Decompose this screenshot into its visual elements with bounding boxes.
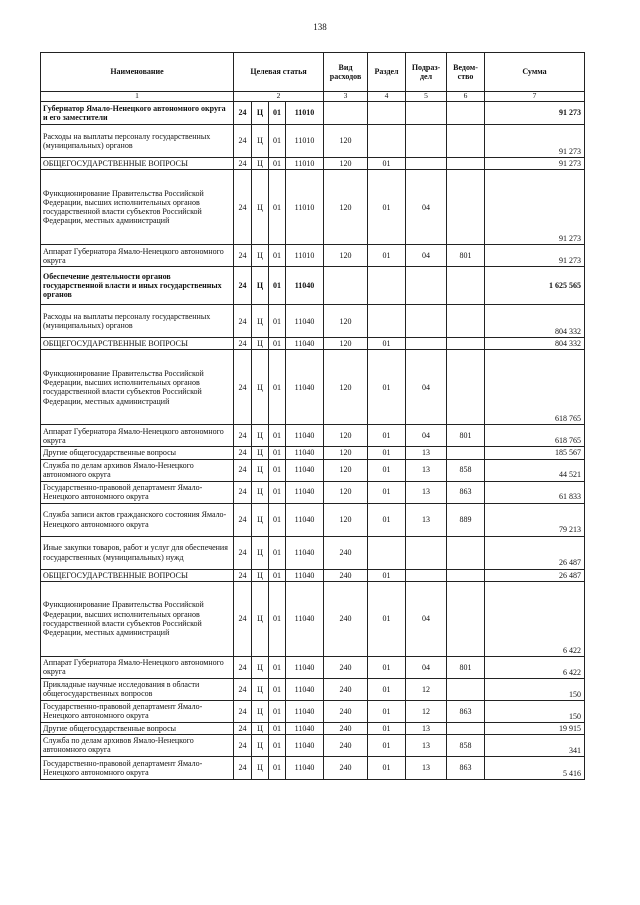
section-cell: 01 <box>368 170 406 245</box>
target-part-3: 01 <box>269 678 286 700</box>
section-cell <box>368 102 406 125</box>
target-part-2: Ц <box>252 481 269 503</box>
column-number: 3 <box>324 92 368 102</box>
target-part-1: 24 <box>234 447 252 459</box>
target-code: 11040 <box>286 305 324 338</box>
table-row <box>41 158 585 170</box>
section-cell <box>368 305 406 338</box>
row-name: Аппарат Губернатора Ямало-Ненецкого автономного округа <box>41 656 234 678</box>
table-row <box>41 536 585 569</box>
target-part-1: 24 <box>234 245 252 267</box>
target-part-1: 24 <box>234 305 252 338</box>
target-part-2: Ц <box>252 102 269 125</box>
target-part-1: 24 <box>234 125 252 158</box>
target-part-3: 01 <box>269 447 286 459</box>
row-name: Служба по делам архивов Ямало-Ненецкого автономного округа <box>41 459 234 481</box>
amount-cell: 804 332 <box>485 305 585 338</box>
table-row <box>41 447 585 459</box>
row-name: Иные закупки товаров, работ и услуг для обеспечения государственных (муниципальных) нужд <box>41 536 234 569</box>
department-cell: 889 <box>447 503 485 536</box>
table-row <box>41 656 585 678</box>
amount-cell: 1 625 565 <box>485 267 585 305</box>
expense-type-cell: 240 <box>324 734 368 756</box>
header-subsection: Подраз-дел <box>406 53 447 92</box>
subsection-cell <box>406 158 447 170</box>
table-row <box>41 503 585 536</box>
target-part-2: Ц <box>252 756 269 779</box>
department-cell: 801 <box>447 656 485 678</box>
department-cell <box>447 722 485 734</box>
row-name: Функционирование Правительства Российской Федерации, высших исполнительных органов государственной власти субъектов Российской Федерации, местных администраций <box>41 581 234 656</box>
amount-cell: 150 <box>485 700 585 722</box>
table-row <box>41 170 585 245</box>
section-cell: 01 <box>368 581 406 656</box>
target-part-3: 01 <box>269 125 286 158</box>
amount-cell: 5 416 <box>485 756 585 779</box>
target-part-3: 01 <box>269 338 286 350</box>
target-part-1: 24 <box>234 338 252 350</box>
target-part-1: 24 <box>234 425 252 447</box>
table-row <box>41 102 585 125</box>
amount-cell: 618 765 <box>485 425 585 447</box>
department-cell <box>447 581 485 656</box>
target-code: 11040 <box>286 722 324 734</box>
subsection-cell: 04 <box>406 245 447 267</box>
target-code: 11010 <box>286 158 324 170</box>
target-part-2: Ц <box>252 350 269 425</box>
subsection-cell <box>406 305 447 338</box>
target-code: 11040 <box>286 656 324 678</box>
header-target: Целевая статья <box>234 53 324 92</box>
amount-cell: 804 332 <box>485 338 585 350</box>
target-part-1: 24 <box>234 158 252 170</box>
section-cell: 01 <box>368 700 406 722</box>
target-part-1: 24 <box>234 569 252 581</box>
department-cell: 801 <box>447 425 485 447</box>
department-cell <box>447 536 485 569</box>
target-code: 11010 <box>286 102 324 125</box>
table-row <box>41 125 585 158</box>
expense-type-cell: 240 <box>324 722 368 734</box>
table-row <box>41 756 585 779</box>
target-part-3: 01 <box>269 569 286 581</box>
expense-type-cell <box>324 102 368 125</box>
target-part-2: Ц <box>252 734 269 756</box>
table-row <box>41 581 585 656</box>
row-name: Служба по делам архивов Ямало-Ненецкого автономного округа <box>41 734 234 756</box>
amount-cell: 19 915 <box>485 722 585 734</box>
expense-type-cell: 120 <box>324 338 368 350</box>
department-cell <box>447 267 485 305</box>
target-part-1: 24 <box>234 722 252 734</box>
target-part-1: 24 <box>234 700 252 722</box>
table-row <box>41 350 585 425</box>
department-cell <box>447 447 485 459</box>
row-name: Аппарат Губернатора Ямало-Ненецкого автономного округа <box>41 425 234 447</box>
target-part-3: 01 <box>269 459 286 481</box>
column-number: 7 <box>485 92 585 102</box>
section-cell: 01 <box>368 481 406 503</box>
department-cell: 801 <box>447 245 485 267</box>
amount-cell: 91 273 <box>485 245 585 267</box>
section-cell: 01 <box>368 245 406 267</box>
row-name: Служба записи актов гражданского состояния Ямало-Ненецкого автономного округа <box>41 503 234 536</box>
target-code: 11040 <box>286 569 324 581</box>
header-name: Наименование <box>41 53 234 92</box>
target-code: 11040 <box>286 734 324 756</box>
target-code: 11010 <box>286 245 324 267</box>
subsection-cell: 13 <box>406 722 447 734</box>
target-part-3: 01 <box>269 581 286 656</box>
section-cell <box>368 267 406 305</box>
subsection-cell: 04 <box>406 581 447 656</box>
section-cell: 01 <box>368 569 406 581</box>
subsection-cell: 04 <box>406 656 447 678</box>
page-number: 138 <box>313 22 327 32</box>
column-number: 2 <box>234 92 324 102</box>
expense-type-cell: 240 <box>324 678 368 700</box>
subsection-cell: 13 <box>406 481 447 503</box>
amount-cell: 6 422 <box>485 656 585 678</box>
row-name: ОБЩЕГОСУДАРСТВЕННЫЕ ВОПРОСЫ <box>41 158 234 170</box>
table-row <box>41 245 585 267</box>
target-code: 11010 <box>286 170 324 245</box>
subsection-cell: 04 <box>406 425 447 447</box>
department-cell: 858 <box>447 734 485 756</box>
expense-type-cell: 120 <box>324 305 368 338</box>
target-code: 11040 <box>286 678 324 700</box>
expense-type-cell <box>324 267 368 305</box>
section-cell: 01 <box>368 756 406 779</box>
target-part-2: Ц <box>252 536 269 569</box>
amount-cell: 79 213 <box>485 503 585 536</box>
row-name: Другие общегосударственные вопросы <box>41 447 234 459</box>
target-part-2: Ц <box>252 700 269 722</box>
department-cell <box>447 678 485 700</box>
section-cell <box>368 125 406 158</box>
target-part-3: 01 <box>269 734 286 756</box>
expense-type-cell: 240 <box>324 700 368 722</box>
subsection-cell: 13 <box>406 447 447 459</box>
expense-type-cell: 120 <box>324 245 368 267</box>
row-name: Государственно-правовой департамент Ямало-Ненецкого автономного округа <box>41 700 234 722</box>
column-number: 5 <box>406 92 447 102</box>
subsection-cell: 12 <box>406 700 447 722</box>
department-cell: 858 <box>447 459 485 481</box>
subsection-cell <box>406 338 447 350</box>
expense-type-cell: 240 <box>324 536 368 569</box>
amount-cell: 341 <box>485 734 585 756</box>
row-name: Другие общегосударственные вопросы <box>41 722 234 734</box>
header-amount: Сумма <box>485 53 585 92</box>
amount-cell: 91 273 <box>485 125 585 158</box>
table-row <box>41 305 585 338</box>
amount-cell: 91 273 <box>485 102 585 125</box>
amount-cell: 91 273 <box>485 158 585 170</box>
section-cell: 01 <box>368 447 406 459</box>
section-cell: 01 <box>368 722 406 734</box>
section-cell: 01 <box>368 734 406 756</box>
target-code: 11040 <box>286 425 324 447</box>
section-cell: 01 <box>368 350 406 425</box>
target-part-3: 01 <box>269 656 286 678</box>
section-cell: 01 <box>368 656 406 678</box>
department-cell <box>447 338 485 350</box>
subsection-cell: 12 <box>406 678 447 700</box>
table-row <box>41 569 585 581</box>
subsection-cell <box>406 125 447 158</box>
section-cell <box>368 536 406 569</box>
target-part-2: Ц <box>252 158 269 170</box>
target-part-3: 01 <box>269 305 286 338</box>
target-part-3: 01 <box>269 170 286 245</box>
target-part-2: Ц <box>252 569 269 581</box>
amount-cell: 6 422 <box>485 581 585 656</box>
row-name: Аппарат Губернатора Ямало-Ненецкого автономного округа <box>41 245 234 267</box>
subsection-cell <box>406 267 447 305</box>
target-part-1: 24 <box>234 102 252 125</box>
target-code: 11040 <box>286 536 324 569</box>
table-body <box>41 102 585 780</box>
expense-type-cell: 240 <box>324 656 368 678</box>
amount-cell: 26 487 <box>485 569 585 581</box>
amount-cell: 61 833 <box>485 481 585 503</box>
row-name: Обеспечение деятельности органов государственной власти и иных государственных органов <box>41 267 234 305</box>
header-row <box>41 53 585 92</box>
row-name: Расходы на выплаты персоналу государственных (муниципальных) органов <box>41 125 234 158</box>
target-code: 11040 <box>286 338 324 350</box>
target-part-1: 24 <box>234 678 252 700</box>
department-cell <box>447 350 485 425</box>
expense-type-cell: 240 <box>324 581 368 656</box>
target-part-3: 01 <box>269 245 286 267</box>
section-cell: 01 <box>368 678 406 700</box>
section-cell: 01 <box>368 459 406 481</box>
target-part-3: 01 <box>269 756 286 779</box>
expense-type-cell: 120 <box>324 447 368 459</box>
expense-type-cell: 120 <box>324 125 368 158</box>
department-cell: 863 <box>447 756 485 779</box>
target-part-2: Ц <box>252 338 269 350</box>
header-section: Раздел <box>368 53 406 92</box>
header-expense-type: Вид расходов <box>324 53 368 92</box>
target-part-1: 24 <box>234 170 252 245</box>
table-row <box>41 722 585 734</box>
department-cell <box>447 305 485 338</box>
target-code: 11040 <box>286 447 324 459</box>
target-part-2: Ц <box>252 447 269 459</box>
target-part-2: Ц <box>252 503 269 536</box>
row-name: Губернатор Ямало-Ненецкого автономного округа и его заместители <box>41 102 234 125</box>
target-code: 11040 <box>286 459 324 481</box>
target-part-1: 24 <box>234 536 252 569</box>
row-name: Расходы на выплаты персоналу государственных (муниципальных) органов <box>41 305 234 338</box>
amount-cell: 150 <box>485 678 585 700</box>
target-part-3: 01 <box>269 350 286 425</box>
expense-type-cell: 120 <box>324 170 368 245</box>
target-part-3: 01 <box>269 158 286 170</box>
target-part-2: Ц <box>252 678 269 700</box>
target-part-2: Ц <box>252 125 269 158</box>
department-cell <box>447 569 485 581</box>
target-part-2: Ц <box>252 305 269 338</box>
department-cell <box>447 158 485 170</box>
section-cell: 01 <box>368 158 406 170</box>
expense-type-cell: 120 <box>324 503 368 536</box>
target-part-1: 24 <box>234 267 252 305</box>
row-name: Государственно-правовой департамент Ямало-Ненецкого автономного округа <box>41 481 234 503</box>
subsection-cell <box>406 569 447 581</box>
target-part-2: Ц <box>252 656 269 678</box>
target-part-1: 24 <box>234 656 252 678</box>
target-part-2: Ц <box>252 459 269 481</box>
department-cell <box>447 102 485 125</box>
subsection-cell <box>406 102 447 125</box>
amount-cell: 618 765 <box>485 350 585 425</box>
table-row <box>41 267 585 305</box>
table-row <box>41 678 585 700</box>
department-cell: 863 <box>447 481 485 503</box>
target-part-2: Ц <box>252 722 269 734</box>
target-part-1: 24 <box>234 756 252 779</box>
section-cell: 01 <box>368 503 406 536</box>
target-part-1: 24 <box>234 503 252 536</box>
target-part-3: 01 <box>269 481 286 503</box>
expense-type-cell: 120 <box>324 459 368 481</box>
row-name: Функционирование Правительства Российской Федерации, высших исполнительных органов государственной власти субъектов Российской Федерации, местных администраций <box>41 170 234 245</box>
target-part-2: Ц <box>252 170 269 245</box>
subsection-cell: 04 <box>406 170 447 245</box>
row-name: Государственно-правовой департамент Ямало-Ненецкого автономного округа <box>41 756 234 779</box>
target-code: 11040 <box>286 581 324 656</box>
subsection-cell: 13 <box>406 756 447 779</box>
subsection-cell <box>406 536 447 569</box>
amount-cell: 44 521 <box>485 459 585 481</box>
row-name: Функционирование Правительства Российской Федерации, высших исполнительных органов государственной власти субъектов Российской Федерации, местных администраций <box>41 350 234 425</box>
target-part-3: 01 <box>269 425 286 447</box>
subsection-cell: 13 <box>406 734 447 756</box>
target-part-1: 24 <box>234 481 252 503</box>
target-code: 11040 <box>286 756 324 779</box>
header-department: Ведом-ство <box>447 53 485 92</box>
target-code: 11040 <box>286 481 324 503</box>
target-part-1: 24 <box>234 734 252 756</box>
table-row <box>41 481 585 503</box>
column-number: 6 <box>447 92 485 102</box>
expense-type-cell: 120 <box>324 158 368 170</box>
table-row <box>41 700 585 722</box>
target-code: 11010 <box>286 125 324 158</box>
target-part-3: 01 <box>269 503 286 536</box>
table-row <box>41 734 585 756</box>
target-part-1: 24 <box>234 581 252 656</box>
row-name: ОБЩЕГОСУДАРСТВЕННЫЕ ВОПРОСЫ <box>41 569 234 581</box>
table-row <box>41 459 585 481</box>
target-part-2: Ц <box>252 581 269 656</box>
target-code: 11040 <box>286 267 324 305</box>
budget-table <box>40 52 585 780</box>
expense-type-cell: 240 <box>324 756 368 779</box>
section-cell: 01 <box>368 338 406 350</box>
target-code: 11040 <box>286 700 324 722</box>
amount-cell: 26 487 <box>485 536 585 569</box>
target-part-1: 24 <box>234 350 252 425</box>
column-number: 1 <box>41 92 234 102</box>
subsection-cell: 13 <box>406 503 447 536</box>
target-part-1: 24 <box>234 459 252 481</box>
target-part-3: 01 <box>269 722 286 734</box>
target-code: 11040 <box>286 503 324 536</box>
column-number: 4 <box>368 92 406 102</box>
subsection-cell: 13 <box>406 459 447 481</box>
expense-type-cell: 120 <box>324 425 368 447</box>
target-code: 11040 <box>286 350 324 425</box>
expense-type-cell: 240 <box>324 569 368 581</box>
expense-type-cell: 120 <box>324 350 368 425</box>
target-part-2: Ц <box>252 245 269 267</box>
target-part-2: Ц <box>252 267 269 305</box>
column-number-row <box>41 92 585 102</box>
department-cell <box>447 125 485 158</box>
amount-cell: 185 567 <box>485 447 585 459</box>
subsection-cell: 04 <box>406 350 447 425</box>
target-part-3: 01 <box>269 267 286 305</box>
table-row <box>41 425 585 447</box>
target-part-3: 01 <box>269 536 286 569</box>
row-name: ОБЩЕГОСУДАРСТВЕННЫЕ ВОПРОСЫ <box>41 338 234 350</box>
department-cell: 863 <box>447 700 485 722</box>
target-part-3: 01 <box>269 700 286 722</box>
department-cell <box>447 170 485 245</box>
target-part-3: 01 <box>269 102 286 125</box>
table-row <box>41 338 585 350</box>
target-part-2: Ц <box>252 425 269 447</box>
amount-cell: 91 273 <box>485 170 585 245</box>
row-name: Прикладные научные исследования в области общегосударственных вопросов <box>41 678 234 700</box>
expense-type-cell: 120 <box>324 481 368 503</box>
section-cell: 01 <box>368 425 406 447</box>
